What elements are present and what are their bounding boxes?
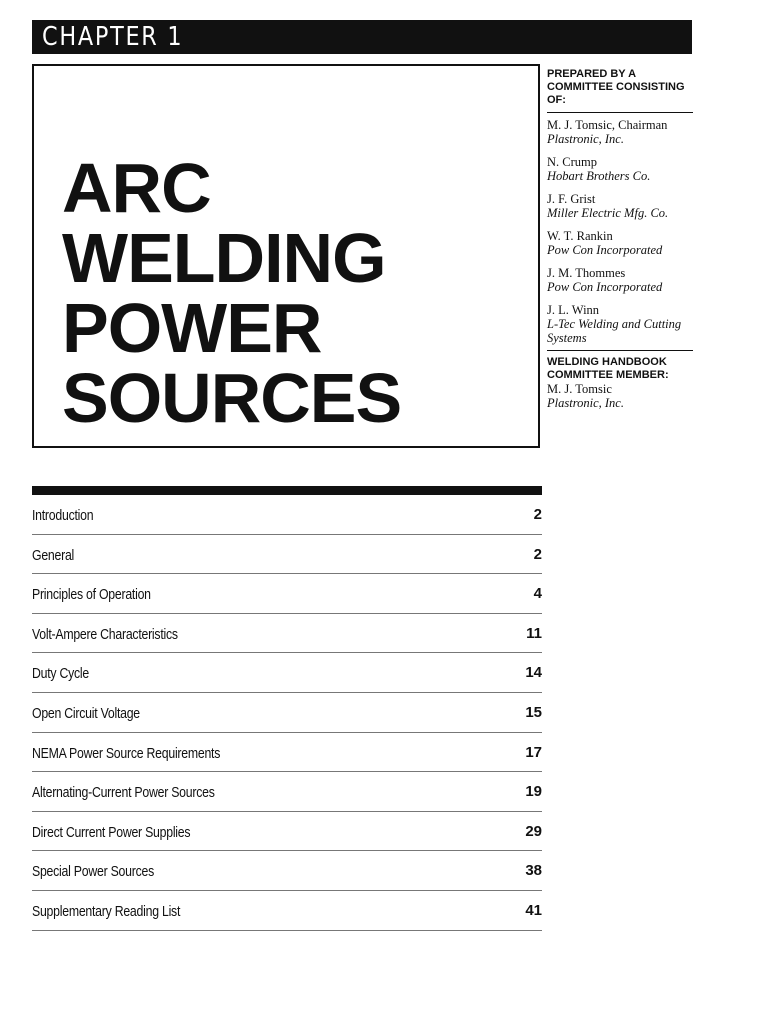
- toc-entry-title: Open Circuit Voltage: [32, 704, 140, 722]
- divider: [547, 112, 693, 113]
- toc-row[interactable]: [32, 614, 542, 654]
- member-organization: Pow Con Incorporated: [547, 243, 663, 257]
- toc-entry-title: Special Power Sources: [32, 863, 155, 881]
- toc-page-number: 15: [525, 703, 542, 721]
- committee-panel: [547, 68, 693, 419]
- member-organization: Miller Electric Mfg. Co.: [547, 206, 669, 220]
- toc-entry-title: Principles of Operation: [32, 586, 151, 604]
- member-name: J. F. Grist: [547, 192, 596, 206]
- toc-page-number: 41: [525, 901, 542, 919]
- toc-page-number: 14: [525, 664, 542, 682]
- chapter-title-line: SOURCES: [62, 359, 402, 437]
- toc-entry-title: Supplementary Reading List: [32, 902, 181, 920]
- toc-top-bar: [32, 486, 542, 495]
- member-name: W. T. Rankin: [547, 229, 613, 243]
- chapter-title-line: WELDING: [62, 219, 386, 297]
- toc-page-number: 2: [533, 545, 542, 563]
- toc-row[interactable]: [32, 812, 542, 852]
- toc-row[interactable]: [32, 733, 542, 773]
- toc-row[interactable]: [32, 772, 542, 812]
- toc-page-number: 19: [525, 783, 542, 801]
- toc-entry-title: Volt-Ampere Characteristics: [32, 625, 178, 643]
- toc-page-number: 2: [533, 506, 542, 523]
- committee-member: [547, 266, 693, 294]
- committee-member: [547, 303, 693, 345]
- toc-row[interactable]: [32, 891, 542, 931]
- member-organization: Plastronic, Inc.: [547, 132, 624, 146]
- toc-entry-title: Alternating-Current Power Sources: [32, 784, 215, 802]
- toc-page-number: 38: [525, 862, 542, 880]
- member-organization: Pow Con Incorporated: [547, 280, 663, 294]
- toc-entry-title: NEMA Power Source Requirements: [32, 744, 221, 762]
- committee-member: [547, 155, 693, 183]
- toc-row[interactable]: [32, 535, 542, 575]
- chapter-header-bar: [32, 20, 692, 54]
- member-name: N. Crump: [547, 155, 597, 169]
- toc-entry-title: General: [32, 546, 75, 564]
- table-of-contents: [32, 495, 542, 931]
- chapter-label: CHAPTER 1: [42, 22, 184, 52]
- handbook-committee-heading: WELDING HANDBOOK COMMITTEE MEMBER:: [547, 356, 669, 381]
- chapter-title-line: ARC: [62, 149, 211, 227]
- toc-page-number: 11: [526, 624, 542, 642]
- chapter-title-box: [32, 64, 540, 448]
- toc-row[interactable]: [32, 495, 542, 535]
- member-name: J. M. Thommes: [547, 266, 626, 280]
- toc-row[interactable]: [32, 653, 542, 693]
- toc-row[interactable]: [32, 851, 542, 891]
- committee-member: [547, 192, 693, 220]
- committee-member: [547, 229, 693, 257]
- member-organization: Hobart Brothers Co.: [547, 169, 651, 183]
- handbook-committee-member: [547, 382, 693, 410]
- committee-heading: PREPARED BY A COMMITTEE CONSISTING OF:: [547, 68, 685, 106]
- chapter-title-line: POWER: [62, 289, 322, 367]
- member-organization: Plastronic, Inc.: [547, 396, 624, 410]
- toc-entry-title: Duty Cycle: [32, 665, 90, 683]
- toc-entry-title: Direct Current Power Supplies: [32, 823, 191, 841]
- toc-row[interactable]: [32, 574, 542, 614]
- member-name: M. J. Tomsic, Chairman: [547, 118, 668, 132]
- divider: [547, 350, 693, 351]
- toc-page-number: 4: [533, 585, 542, 603]
- toc-entry-title: Introduction: [32, 507, 94, 524]
- toc-page-number: 17: [525, 743, 542, 761]
- member-name: M. J. Tomsic: [547, 382, 612, 396]
- committee-member: [547, 118, 693, 146]
- member-organization: L-Tec Welding and Cutting Systems: [547, 317, 682, 345]
- toc-page-number: 29: [525, 822, 542, 840]
- toc-row[interactable]: [32, 693, 542, 733]
- member-name: J. L. Winn: [547, 303, 600, 317]
